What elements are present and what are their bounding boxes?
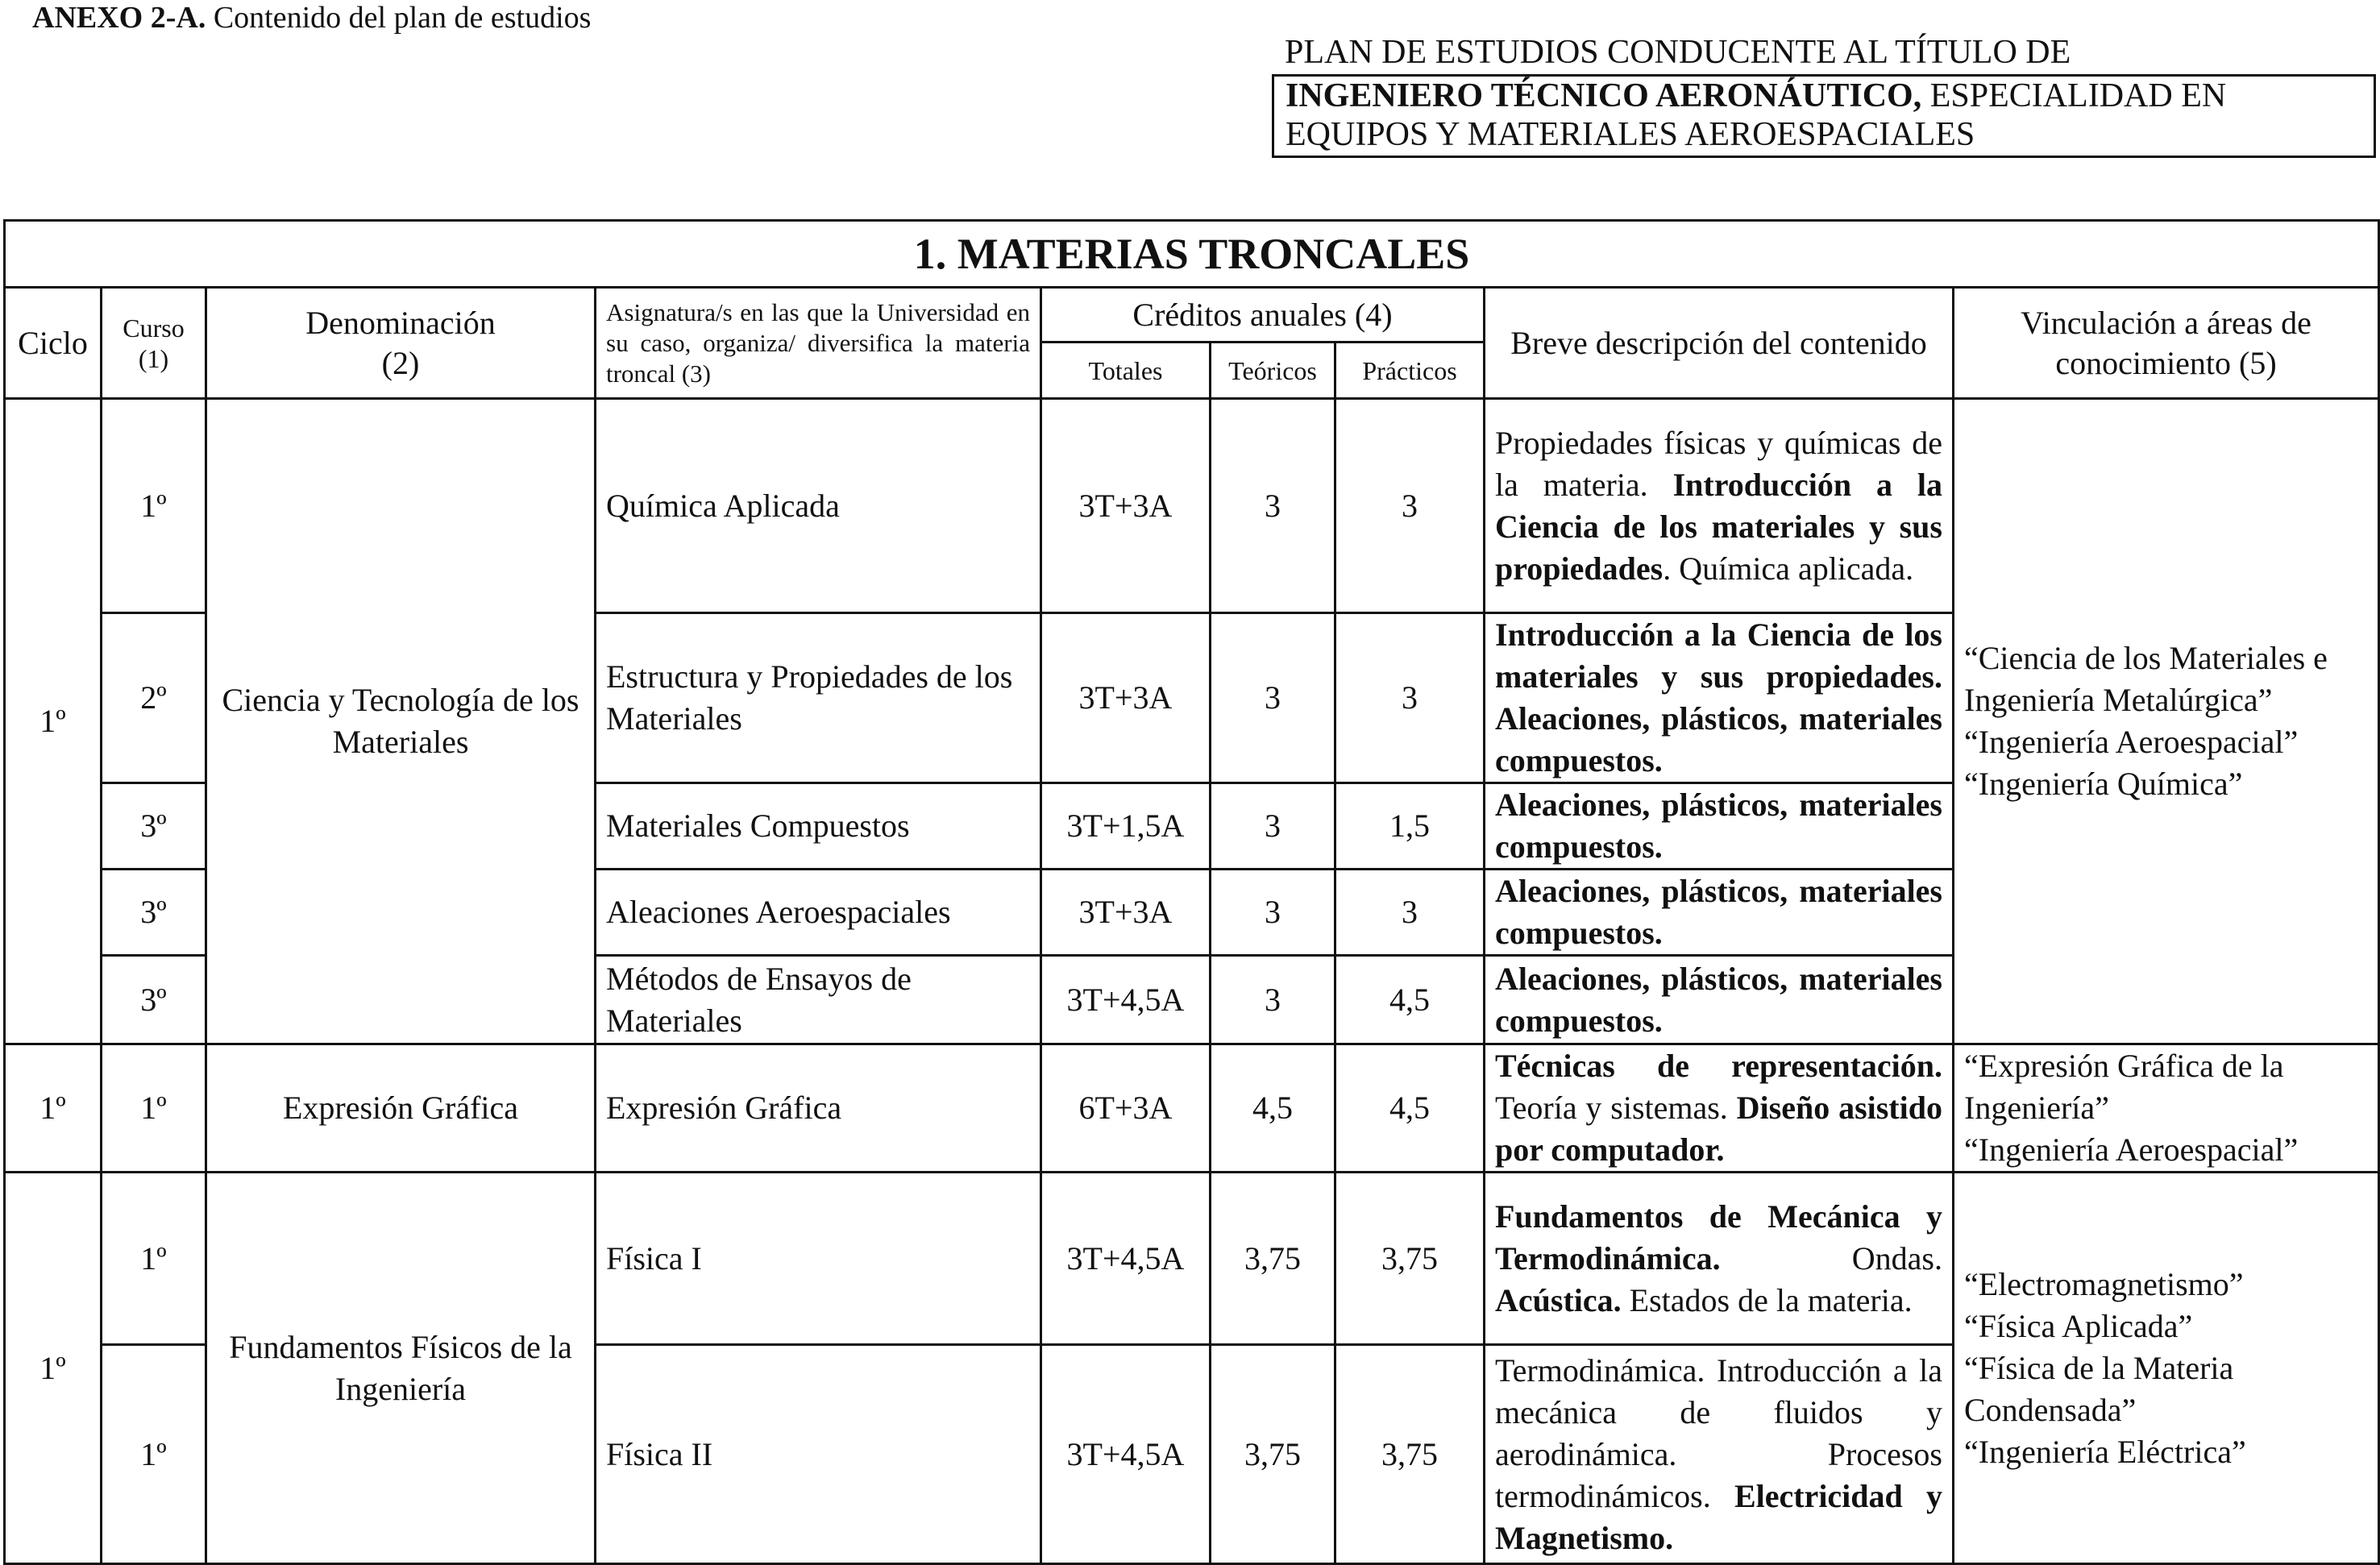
practicos-cell: 1,5 [1335, 783, 1485, 870]
totales-cell: 3T+3A [1041, 870, 1211, 956]
descripcion-segment: Diseño asistido por computador. [1495, 1090, 1942, 1168]
table-row [5, 1173, 2379, 1345]
descripcion-cell [1485, 613, 1954, 783]
header-ciclo: Ciclo [5, 288, 102, 399]
practicos-cell: 3 [1335, 399, 1485, 613]
descripcion-cell [1485, 1044, 1954, 1173]
header-denominacion-note: (2) [381, 344, 420, 381]
curso-cell: 3º [102, 783, 206, 870]
header-denominacion-label: Denominación [305, 304, 496, 341]
ciclo-cell: 1º [5, 399, 102, 1044]
vinculacion-area: “Ingeniería Eléctrica” [1964, 1433, 2246, 1470]
degree-name: INGENIERO TÉCNICO AERONÁUTICO, [1286, 77, 1922, 114]
descripcion-cell [1485, 399, 1954, 613]
practicos-cell: 4,5 [1335, 1044, 1485, 1173]
descripcion-segment: Aleaciones, plásticos, materiales compuestos. [1495, 873, 1942, 951]
header-curso-note: (1) [138, 343, 169, 373]
denominacion-cell: Fundamentos Físicos de la Ingeniería [206, 1173, 596, 1564]
vinculacion-area: “Ingeniería Aeroespacial” [1964, 1131, 2299, 1168]
degree-specialty-line: EQUIPOS Y MATERIALES AEROESPACIALES [1286, 116, 1975, 153]
teoricos-cell: 3,75 [1211, 1173, 1335, 1345]
denominacion-cell: Expresión Gráfica [206, 1044, 596, 1173]
descripcion-segment: . Química aplicada. [1663, 550, 1914, 587]
asignatura-cell: Expresión Gráfica [596, 1044, 1041, 1173]
vinculacion-area: “Ingeniería Aeroespacial” [1964, 724, 2299, 760]
totales-cell: 6T+3A [1041, 1044, 1211, 1173]
practicos-cell: 4,5 [1335, 956, 1485, 1044]
totales-cell: 3T+4,5A [1041, 1173, 1211, 1345]
vinculacion-area: “Expresión Gráfica de la Ingeniería” [1964, 1048, 2284, 1126]
curso-cell: 2º [102, 613, 206, 783]
vinculacion-area: “Física Aplicada” [1964, 1307, 2193, 1344]
asignatura-cell: Aleaciones Aeroespaciales [596, 870, 1041, 956]
totales-cell: 3T+4,5A [1041, 1345, 1211, 1564]
header-denominacion [206, 288, 596, 399]
descripcion-cell [1485, 783, 1954, 870]
descripcion-segment: Electricidad y Magnetismo. [1495, 1477, 1942, 1556]
annex-text: Contenido del plan de estudios [213, 1, 592, 35]
descripcion-segment: Aleaciones, plásticos, materiales compuestos. [1495, 787, 1942, 865]
totales-cell: 3T+3A [1041, 399, 1211, 613]
curso-cell: 1º [102, 399, 206, 613]
practicos-cell: 3 [1335, 613, 1485, 783]
asignatura-cell: Estructura y Propiedades de los Materiales [596, 613, 1041, 783]
asignatura-cell: Física II [596, 1345, 1041, 1564]
annex-heading [32, 0, 591, 35]
header-totales: Totales [1041, 342, 1211, 399]
teoricos-cell: 3 [1211, 783, 1335, 870]
header-vinculacion: Vinculación a áreas de conocimiento (5) [1954, 288, 2379, 399]
descripcion-segment: Teoría y sistemas. [1495, 1090, 1737, 1126]
descripcion-segment: Ondas. [1720, 1239, 1942, 1276]
materias-troncales-table [3, 219, 2380, 1565]
descripcion-segment: Técnicas de representación. [1495, 1048, 1942, 1084]
header-practicos: Prácticos [1335, 342, 1485, 399]
curso-cell: 1º [102, 1173, 206, 1345]
descripcion-segment: Estados de la materia. [1621, 1281, 1913, 1318]
descripcion-cell [1485, 1345, 1954, 1564]
table-row [5, 399, 2379, 613]
denominacion-cell: Ciencia y Tecnología de los Materiales [206, 399, 596, 1044]
ciclo-cell: 1º [5, 1173, 102, 1564]
header-descripcion: Breve descripción del contenido [1485, 288, 1954, 399]
descripcion-cell [1485, 870, 1954, 956]
curso-cell: 3º [102, 870, 206, 956]
descripcion-segment: Aleaciones, plásticos, materiales compuestos. [1495, 960, 1942, 1039]
curso-cell: 3º [102, 956, 206, 1044]
practicos-cell: 3,75 [1335, 1173, 1485, 1345]
descripcion-segment: Introducción a la Ciencia de los materiales y sus propiedades [1495, 466, 1942, 587]
descripcion-segment: Termodinámica. Introducción a la mecánica de fluidos y aerodinámica. Procesos termodinámicos. [1495, 1351, 1942, 1514]
teoricos-cell: 3 [1211, 870, 1335, 956]
descripcion-segment: Acústica. [1495, 1281, 1622, 1318]
asignatura-cell: Química Aplicada [596, 399, 1041, 613]
curso-cell: 1º [102, 1345, 206, 1564]
totales-cell: 3T+4,5A [1041, 956, 1211, 1044]
vinculacion-cell [1954, 1044, 2379, 1173]
degree-specialty: ESPECIALIDAD EN [1921, 77, 2227, 114]
teoricos-cell: 3 [1211, 956, 1335, 1044]
descripcion-segment: Propiedades físicas y químicas de la materia. [1495, 424, 1942, 503]
header-curso [102, 288, 206, 399]
curso-cell: 1º [102, 1044, 206, 1173]
totales-cell: 3T+3A [1041, 613, 1211, 783]
vinculacion-cell [1954, 399, 2379, 1044]
descripcion-cell [1485, 1173, 1954, 1345]
annex-label: ANEXO 2-A. [32, 1, 206, 35]
vinculacion-area: “Física de la Materia Condensada” [1964, 1349, 2234, 1428]
teoricos-cell: 4,5 [1211, 1044, 1335, 1173]
teoricos-cell: 3,75 [1211, 1345, 1335, 1564]
descripcion-segment: Fundamentos de Mecánica y Termodinámica. [1495, 1198, 1942, 1276]
totales-cell: 3T+1,5A [1041, 783, 1211, 870]
table-row [5, 1044, 2379, 1173]
header-curso-label: Curso [123, 313, 185, 342]
ciclo-cell: 1º [5, 1044, 102, 1173]
vinculacion-area: “Ingeniería Química” [1964, 766, 2243, 802]
header-teoricos: Teóricos [1211, 342, 1335, 399]
descripcion-segment: Introducción a la Ciencia de los materiales y sus propiedades. Aleaciones, plásticos, materiales compuestos. [1495, 616, 1942, 778]
table-title: 1. MATERIAS TRONCALES [5, 221, 2379, 288]
vinculacion-cell [1954, 1173, 2379, 1564]
practicos-cell: 3 [1335, 870, 1485, 956]
degree-line [1286, 77, 2374, 115]
asignatura-cell: Física I [596, 1173, 1041, 1345]
teoricos-cell: 3 [1211, 613, 1335, 783]
practicos-cell: 3,75 [1335, 1345, 1485, 1564]
plan-title-line: PLAN DE ESTUDIOS CONDUCENTE AL TÍTULO DE [1285, 34, 2071, 71]
header-creditos: Créditos anuales (4) [1041, 288, 1485, 342]
asignatura-cell: Materiales Compuestos [596, 783, 1041, 870]
teoricos-cell: 3 [1211, 399, 1335, 613]
vinculacion-area: “Ciencia de los Materiales e Ingeniería Metalúrgica” [1964, 640, 2328, 718]
vinculacion-area: “Electromagnetismo” [1964, 1265, 2244, 1302]
degree-title-box [1272, 74, 2376, 158]
descripcion-cell [1485, 956, 1954, 1044]
header-asignaturas: Asignatura/s en las que la Universidad en su caso, organiza/ diversifica la materia troncal (3) [596, 288, 1041, 399]
asignatura-cell: Métodos de Ensayos de Materiales [596, 956, 1041, 1044]
